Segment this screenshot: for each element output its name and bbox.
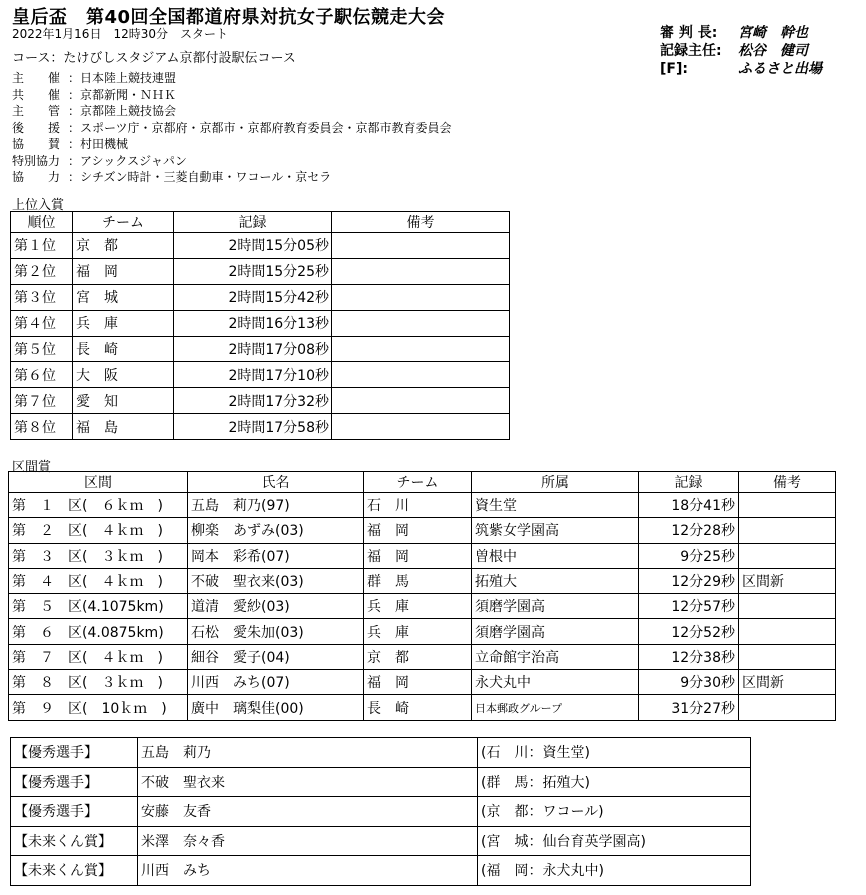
time-cell: 2時間17分10秒: [174, 362, 332, 388]
rank-cell: 第７位: [11, 388, 73, 414]
col-header-name: 氏名: [188, 472, 364, 493]
note-cell: [739, 543, 836, 568]
organizer-row: [12, 70, 452, 87]
leg-cell: 第 ６ 区(4.0875km): [9, 619, 188, 644]
time-cell: 12分52秒: [639, 619, 739, 644]
top-results-table: [10, 211, 510, 440]
official-label: 審 判 長:: [660, 25, 718, 41]
table-row: [11, 414, 510, 440]
official-value: ふるさと出場: [738, 61, 822, 77]
note-cell: [332, 310, 510, 336]
team-cell: 大 阪: [73, 362, 174, 388]
name-cell: 細谷 愛子(04): [188, 644, 364, 669]
team-cell: 福 岡: [73, 258, 174, 284]
award-cell: 【優秀選手】: [11, 797, 138, 827]
affiliation-cell: 資生堂: [472, 493, 639, 518]
team-cell: 兵 庫: [73, 310, 174, 336]
name-cell: 川西 みち: [138, 856, 478, 886]
organizer-role: 主 管: [12, 104, 61, 118]
team-cell: 愛 知: [73, 388, 174, 414]
note-cell: [332, 258, 510, 284]
page-title: 皇后盃 第40回全国都道府県対抗女子駅伝競走大会: [12, 7, 446, 28]
note-cell: [739, 695, 836, 720]
team-cell: 京 都: [73, 233, 174, 259]
name-cell: 道清 愛紗(03): [188, 594, 364, 619]
name-cell: 五島 莉乃(97): [188, 493, 364, 518]
name-cell: 川西 みち(07): [188, 670, 364, 695]
name-cell: 不破 聖衣来(03): [188, 568, 364, 593]
award-cell: 【優秀選手】: [11, 767, 138, 797]
note-cell: [739, 619, 836, 644]
official-label: 記録主任:: [660, 43, 722, 59]
name-cell: 五島 莉乃: [138, 738, 478, 768]
time-cell: 2時間15分25秒: [174, 258, 332, 284]
note-cell: [332, 388, 510, 414]
organizer-row: [12, 120, 452, 137]
section-awards-label: 区間賞: [12, 460, 52, 475]
team-cell: (福 岡：永犬丸中): [478, 856, 751, 886]
leg-cell: 第 ４ 区( ４ｋｍ ): [9, 568, 188, 593]
note-cell: [739, 518, 836, 543]
note-cell: [332, 233, 510, 259]
table-row: [9, 493, 836, 518]
organizer-value: ：京都陸上競技協会: [68, 104, 177, 118]
team-cell: 長 崎: [73, 336, 174, 362]
official-label: [F]:: [660, 61, 688, 77]
note-cell: [739, 493, 836, 518]
time-cell: 2時間17分08秒: [174, 336, 332, 362]
official-value: 松谷 健司: [738, 43, 808, 59]
note-cell: [739, 594, 836, 619]
col-header-rank: 順位: [11, 212, 73, 233]
team-cell: (京 都：ワコール): [478, 797, 751, 827]
team-cell: 石 川: [364, 493, 472, 518]
note-cell: [739, 644, 836, 669]
organizer-role: 後 援: [12, 120, 61, 135]
organizer-role: 協 力: [12, 170, 61, 184]
organizer-row: [12, 87, 452, 104]
organizer-value: ：アシックスジャパン: [68, 153, 187, 168]
note-cell: [332, 362, 510, 388]
affiliation-cell: 永犬丸中: [472, 670, 639, 695]
team-cell: 兵 庫: [364, 619, 472, 644]
organizer-value: ：村田機械: [68, 137, 129, 151]
time-cell: 2時間17分32秒: [174, 388, 332, 414]
col-header-note: 備考: [332, 212, 510, 233]
note-cell: [332, 336, 510, 362]
table-header-row: [11, 212, 510, 233]
note-cell: [332, 414, 510, 440]
rank-cell: 第３位: [11, 284, 73, 310]
affiliation-cell: 立命館宇治高: [472, 644, 639, 669]
table-row: [9, 644, 836, 669]
name-cell: 廣中 璃梨佳(00): [188, 695, 364, 720]
time-cell: 2時間17分58秒: [174, 414, 332, 440]
leg-cell: 第 ９ 区( 10ｋｍ ): [9, 695, 188, 720]
team-cell: 宮 城: [73, 284, 174, 310]
organizer-row: [12, 103, 452, 120]
table-row: [11, 826, 751, 856]
rank-cell: 第２位: [11, 258, 73, 284]
affiliation-cell: 須磨学園高: [472, 619, 639, 644]
leg-cell: 第 ２ 区( ４ｋｍ ): [9, 518, 188, 543]
team-cell: (石 川：資生堂): [478, 738, 751, 768]
note-cell: 区間新: [739, 670, 836, 695]
award-cell: 【優秀選手】: [11, 738, 138, 768]
official-row: [660, 42, 822, 60]
team-cell: 福 岡: [364, 543, 472, 568]
table-row: [9, 518, 836, 543]
official-row: [660, 24, 822, 42]
name-cell: 柳楽 あずみ(03): [188, 518, 364, 543]
affiliation-cell: 日本郵政グループ: [472, 695, 639, 720]
name-cell: 安藤 友香: [138, 797, 478, 827]
table-row: [11, 388, 510, 414]
table-row: [11, 258, 510, 284]
table-row: [9, 543, 836, 568]
table-row: [11, 233, 510, 259]
col-header-team: チーム: [364, 472, 472, 493]
leg-cell: 第 １ 区( ６ｋｍ ): [9, 493, 188, 518]
team-cell: 京 都: [364, 644, 472, 669]
table-row: [11, 797, 751, 827]
table-row: [11, 362, 510, 388]
organizer-row: [12, 136, 452, 153]
time-cell: 2時間15分05秒: [174, 233, 332, 259]
start-datetime: 2022年1月16日 12時30分 スタート: [12, 27, 228, 41]
table-row: [9, 695, 836, 720]
team-cell: 長 崎: [364, 695, 472, 720]
col-header-leg: 区間: [9, 472, 188, 493]
team-cell: 福 岡: [364, 670, 472, 695]
organizer-row: [12, 169, 452, 186]
note-cell: [332, 284, 510, 310]
rank-cell: 第１位: [11, 233, 73, 259]
affiliation-cell: 曽根中: [472, 543, 639, 568]
name-cell: 不破 聖衣来: [138, 767, 478, 797]
time-cell: 9分25秒: [639, 543, 739, 568]
team-cell: 兵 庫: [364, 594, 472, 619]
table-row: [11, 767, 751, 797]
organizer-value: ：スポーツ庁・京都府・京都市・京都府教育委員会・京都市教育委員会: [68, 120, 452, 135]
affiliation-cell: 拓殖大: [472, 568, 639, 593]
time-cell: 12分38秒: [639, 644, 739, 669]
organizer-value: ：京都新聞・ＮＨＫ: [68, 87, 177, 102]
special-awards-table: [10, 737, 751, 886]
officials-block: [660, 24, 822, 78]
leg-cell: 第 ７ 区( ４ｋｍ ): [9, 644, 188, 669]
team-cell: 福 島: [73, 414, 174, 440]
team-cell: 福 岡: [364, 518, 472, 543]
organizer-role: 共 催: [12, 87, 61, 102]
col-header-affiliation: 所属: [472, 472, 639, 493]
time-cell: 2時間15分42秒: [174, 284, 332, 310]
table-header-row: [9, 472, 836, 493]
col-header-time: 記録: [174, 212, 332, 233]
table-row: [11, 284, 510, 310]
organizer-value: ：日本陸上競技連盟: [68, 71, 177, 85]
organizer-role: 特別協力: [12, 153, 61, 168]
table-row: [9, 594, 836, 619]
time-cell: 31分27秒: [639, 695, 739, 720]
team-cell: (宮 城：仙台育英学園高): [478, 826, 751, 856]
leg-cell: 第 ８ 区( ３ｋｍ ): [9, 670, 188, 695]
leg-cell: 第 ３ 区( ３ｋｍ ): [9, 543, 188, 568]
award-cell: 【未来くん賞】: [11, 856, 138, 886]
time-cell: 9分30秒: [639, 670, 739, 695]
table-row: [9, 568, 836, 593]
organizer-row: [12, 153, 452, 170]
section-awards-table: [8, 471, 836, 721]
note-cell: 区間新: [739, 568, 836, 593]
organizer-value: ：シチズン時計・三菱自動車・ワコール・京セラ: [68, 170, 332, 184]
col-header-team: チーム: [73, 212, 174, 233]
organizer-role: 主 催: [12, 71, 61, 85]
award-cell: 【未来くん賞】: [11, 826, 138, 856]
official-row: [660, 60, 822, 78]
time-cell: 12分29秒: [639, 568, 739, 593]
rank-cell: 第４位: [11, 310, 73, 336]
table-row: [11, 738, 751, 768]
rank-cell: 第５位: [11, 336, 73, 362]
col-header-note: 備考: [739, 472, 836, 493]
name-cell: 岡本 彩希(07): [188, 543, 364, 568]
course-name: コース：たけびしスタジアム京都付設駅伝コース: [12, 51, 296, 66]
table-row: [9, 619, 836, 644]
time-cell: 12分28秒: [639, 518, 739, 543]
team-cell: (群 馬：拓殖大): [478, 767, 751, 797]
affiliation-cell: 須磨学園高: [472, 594, 639, 619]
name-cell: 米澤 奈々香: [138, 826, 478, 856]
top-results-label: 上位入賞: [12, 198, 65, 213]
time-cell: 12分57秒: [639, 594, 739, 619]
official-value: 宮崎 幹也: [738, 25, 808, 41]
rank-cell: 第６位: [11, 362, 73, 388]
organizers-list: [12, 70, 452, 186]
table-row: [11, 310, 510, 336]
table-row: [9, 670, 836, 695]
time-cell: 2時間16分13秒: [174, 310, 332, 336]
team-cell: 群 馬: [364, 568, 472, 593]
table-row: [11, 856, 751, 886]
rank-cell: 第８位: [11, 414, 73, 440]
leg-cell: 第 ５ 区(4.1075km): [9, 594, 188, 619]
organizer-role: 協 賛: [12, 137, 61, 151]
name-cell: 石松 愛朱加(03): [188, 619, 364, 644]
table-row: [11, 336, 510, 362]
affiliation-cell: 筑紫女学園高: [472, 518, 639, 543]
col-header-time: 記録: [639, 472, 739, 493]
time-cell: 18分41秒: [639, 493, 739, 518]
